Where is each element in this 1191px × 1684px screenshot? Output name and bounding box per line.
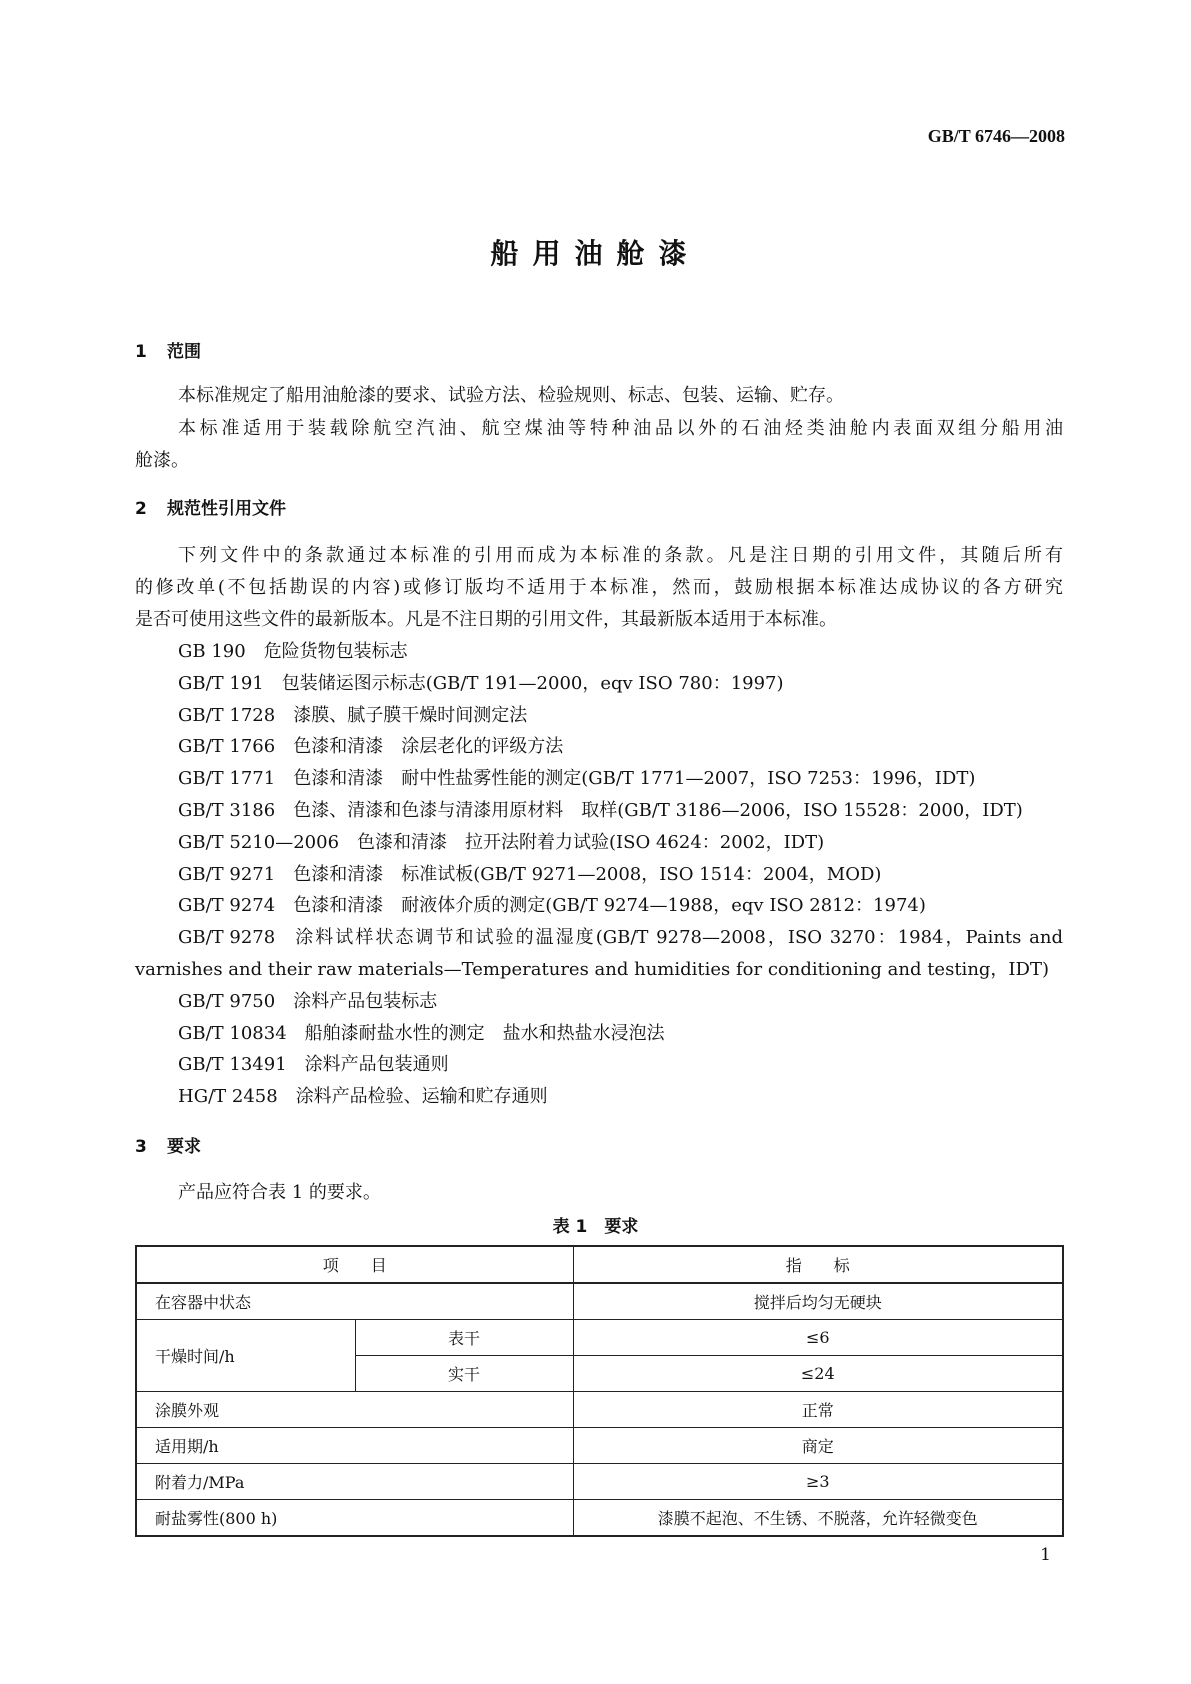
reference-title: 船舶漆耐盐水性的测定 盐水和热盐水浸泡法 [304,1022,665,1044]
paragraph-line: 产品应符合表 1 的要求。 [178,1182,381,1203]
reference-title: 涂料试样状态调节和试验的温湿度(GB/T 9278—2008，ISO 3270：1984，Paints and [293,927,1063,949]
header-value: 指 标 [573,1246,1063,1283]
row-item: 适用期/h [136,1428,573,1464]
row-value: ≤6 [573,1320,1063,1356]
header-item: 项 目 [136,1246,573,1283]
table-row [136,1283,1063,1320]
standard-code-header: GB/T 6746—2008 [927,126,1065,146]
paragraph-line: 是否可使用这些文件的最新版本。凡是不注日期的引用文件，其最新版本适用于本标准。 [135,609,837,630]
reference-title: 涂料产品包装通则 [304,1054,449,1076]
reference-item [178,796,1023,822]
reference-title: 涂料产品包装标志 [293,990,438,1012]
section-number: 2 [135,499,147,519]
row-subitem: 表干 [355,1320,573,1356]
reference-code: GB/T 10834 [178,1022,287,1044]
reference-title: 涂料产品检验、运输和贮存通则 [295,1086,548,1108]
reference-item [178,1082,548,1108]
table-row [136,1464,1063,1500]
reference-item [178,860,881,886]
reference-code: GB 190 [178,641,246,662]
paragraph-line: 本标准适用于装载除航空汽油、航空煤油等特种油品以外的石油烃类油舱内表面双组分船用油 [178,418,1063,439]
section-3-heading [135,1132,201,1157]
section-number: 1 [135,342,147,362]
reference-code: GB/T 9750 [178,990,276,1012]
reference-title: 包装储运图示标志(GB/T 191—2000，eqv ISO 780：1997) [281,672,784,694]
paragraph-line: 舱漆。 [135,450,189,471]
reference-title: 色漆和清漆 耐中性盐雾性能的测定(GB/T 1771—2007，ISO 7253：1996，IDT) [293,768,976,790]
section-title: 规范性引用文件 [167,499,286,519]
row-item: 涂膜外观 [136,1392,573,1428]
reference-title: 色漆和清漆 涂层老化的评级方法 [293,736,564,758]
reference-item [178,1019,665,1045]
reference-code: GB/T 13491 [178,1054,287,1076]
reference-item [178,1050,449,1076]
page-number: 1 [1040,1545,1051,1565]
row-item: 在容器中状态 [136,1283,573,1320]
row-value: ≤24 [573,1356,1063,1392]
table-row [136,1428,1063,1464]
section-1-heading [135,337,201,362]
paragraph-line: 的修改单(不包括勘误的内容)或修订版均不适用于本标准，然而，鼓励根据本标准达成协议的各方研究 [135,577,1063,598]
table-caption: 表 1 要求 [552,1217,639,1237]
table-row [136,1392,1063,1428]
reference-code: GB/T 9278 [178,927,276,949]
section-title: 范围 [167,342,201,362]
section-title: 要求 [167,1137,201,1157]
reference-title: 色漆和清漆 标准试板(GB/T 9271—2008，ISO 1514：2004，MOD) [293,863,882,885]
table-row [136,1500,1063,1537]
reference-item [178,732,563,758]
reference-code: GB/T 1766 [178,736,276,758]
table-row [136,1320,1063,1356]
row-value: 正常 [573,1392,1063,1428]
reference-title: 色漆和清漆 拉开法附着力试验(ISO 4624：2002，IDT) [357,831,825,853]
reference-code: GB/T 191 [178,672,264,694]
row-item: 耐盐雾性(800 h) [136,1500,573,1537]
reference-item [178,987,437,1013]
reference-item [178,764,975,790]
reference-item [178,701,527,727]
row-value: 漆膜不起泡、不生锈、不脱落，允许轻微变色 [573,1500,1063,1537]
row-subitem: 实干 [355,1356,573,1392]
reference-code: GB/T 3186 [178,800,276,821]
reference-item [178,637,408,663]
row-item: 附着力/MPa [136,1464,573,1500]
reference-continuation: varnishes and their raw materials—Temperatures and humidities for conditioning and testing，IDT) [135,959,1050,980]
reference-code: HG/T 2458 [178,1086,278,1108]
reference-code: GB/T 5210—2006 [178,831,340,853]
section-2-heading [135,494,286,519]
document-title: 船用油舱漆 [490,237,701,270]
reference-code: GB/T 9274 [178,895,276,917]
table-header-row [136,1246,1063,1283]
requirements-table [135,1245,1064,1537]
reference-title: 色漆和清漆 耐液体介质的测定(GB/T 9274—1988，eqv ISO 2812：1974) [293,895,926,917]
reference-item [178,923,1063,949]
reference-title: 危险货物包装标志 [263,641,408,662]
reference-title: 漆膜、腻子膜干燥时间测定法 [293,704,528,726]
reference-item [178,828,824,854]
row-value: ≥3 [573,1464,1063,1500]
paragraph-line: 下列文件中的条款通过本标准的引用而成为本标准的条款。凡是注日期的引用文件，其随后所有 [178,545,1063,566]
row-value: 商定 [573,1428,1063,1464]
row-value: 搅拌后均匀无硬块 [573,1283,1063,1320]
section-number: 3 [135,1137,147,1157]
row-item: 干燥时间/h [136,1320,355,1392]
paragraph-line: 本标准规定了船用油舱漆的要求、试验方法、检验规则、标志、包装、运输、贮存。 [178,385,844,406]
reference-code: GB/T 9271 [178,863,276,885]
reference-title: 色漆、清漆和色漆与清漆用原材料 取样(GB/T 3186—2006，ISO 15528：2000，IDT) [293,800,1023,821]
reference-item [178,669,784,695]
reference-code: GB/T 1728 [178,704,276,726]
reference-item [178,891,926,917]
reference-code: GB/T 1771 [178,768,276,790]
